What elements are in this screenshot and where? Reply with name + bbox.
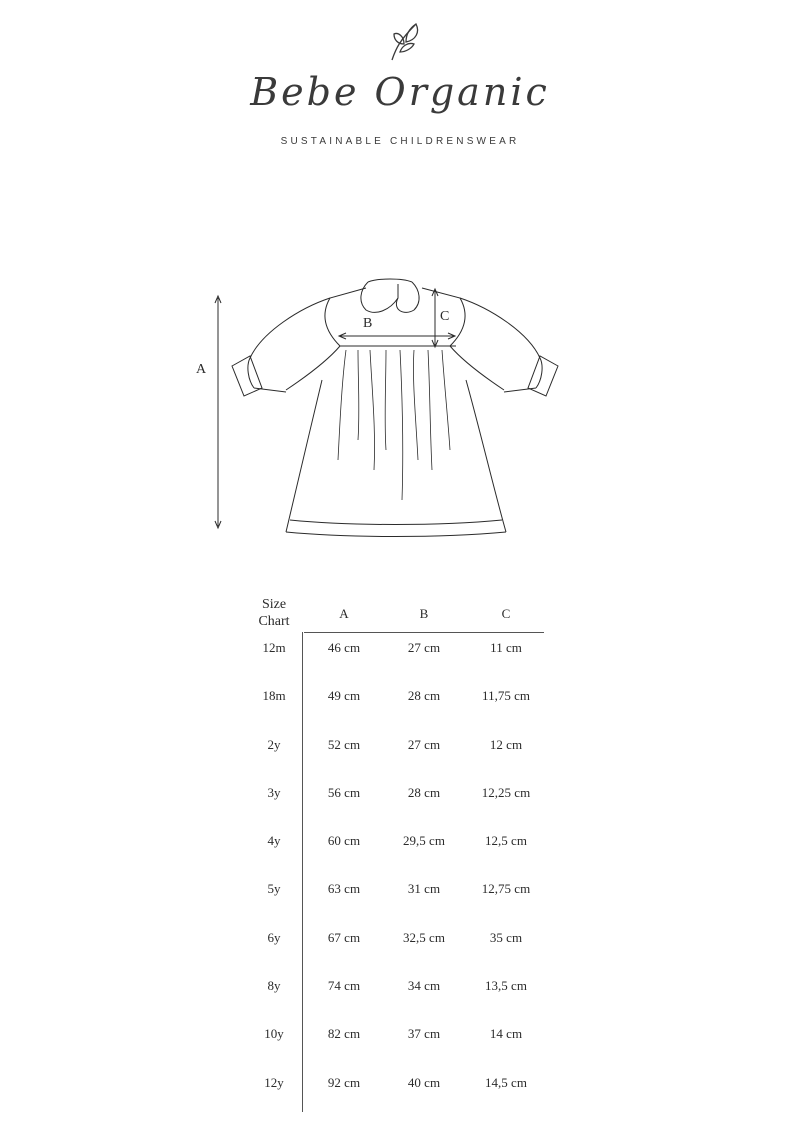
c-cell: 12,25 cm	[481, 784, 531, 800]
size-cell: 12m	[262, 640, 286, 655]
dress-diagram	[190, 270, 590, 550]
measure-c-arrow	[432, 289, 438, 347]
b-cell: 27 cm	[407, 736, 441, 752]
c-cell: 11,75 cm	[482, 688, 530, 704]
a-cell: 60 cm	[327, 833, 361, 849]
brand-name: Bebe Organic	[250, 70, 550, 114]
c-cell: 11 cm	[490, 640, 522, 655]
c-cell: 14 cm	[489, 1026, 523, 1042]
c-cell: 12,5 cm	[485, 833, 527, 849]
collar	[361, 279, 419, 312]
a-cell: 63 cm	[327, 881, 361, 897]
a-cell: 56 cm	[327, 784, 361, 800]
table-row	[238, 978, 548, 1026]
hem	[286, 532, 506, 537]
size-cell: 2y	[267, 736, 281, 752]
skirt-right	[466, 380, 506, 532]
table-row	[238, 930, 548, 978]
c-cell: 14,5 cm	[485, 1074, 527, 1090]
column-header-c: C	[501, 606, 511, 621]
column-header-a: A	[339, 606, 349, 621]
table-row	[238, 785, 548, 833]
size-cell: 8y	[267, 978, 281, 994]
b-cell: 27 cm	[407, 640, 441, 655]
b-cell: 34 cm	[407, 978, 441, 994]
size-cell: 4y	[267, 833, 281, 849]
a-cell: 46 cm	[327, 640, 361, 655]
size-cell: 5y	[267, 881, 281, 897]
measure-c-label: C	[440, 309, 450, 324]
c-cell: 12,75 cm	[481, 881, 531, 897]
size-chart-title: Size Chart	[258, 597, 290, 629]
table-row	[238, 833, 548, 881]
left-cuff	[232, 356, 262, 396]
right-sleeve	[460, 298, 542, 388]
measure-b-label: B	[363, 316, 373, 331]
left-shoulder	[325, 288, 366, 346]
header-divider	[304, 632, 544, 633]
a-cell: 49 cm	[327, 688, 361, 704]
table-row	[238, 688, 548, 736]
b-cell: 29,5 cm	[403, 833, 445, 849]
column-header-b: B	[419, 606, 429, 621]
brand-tagline: SUSTAINABLE CHILDRENSWEAR	[280, 136, 520, 147]
table-row	[238, 1026, 548, 1074]
leaf-sprig-icon	[386, 18, 426, 64]
table-row	[238, 737, 548, 785]
size-chart-rows	[238, 640, 548, 1123]
measure-a-label: A	[196, 362, 207, 377]
size-cell: 3y	[267, 784, 281, 800]
measure-a-arrow	[215, 296, 221, 528]
size-cell: 6y	[267, 929, 281, 945]
size-cell: 10y	[264, 1026, 284, 1042]
size-chart-header	[238, 594, 548, 634]
gathers	[338, 350, 450, 500]
a-cell: 74 cm	[327, 978, 361, 994]
size-cell: 12y	[264, 1074, 284, 1090]
a-cell: 82 cm	[327, 1026, 361, 1042]
b-cell: 40 cm	[407, 1074, 441, 1090]
a-cell: 52 cm	[327, 736, 361, 752]
right-cuff	[528, 356, 558, 396]
c-cell: 35 cm	[489, 929, 523, 945]
c-cell: 13,5 cm	[485, 978, 527, 994]
b-cell: 28 cm	[407, 688, 441, 704]
measure-b-arrow	[339, 333, 455, 339]
b-cell: 37 cm	[407, 1026, 441, 1042]
table-row	[238, 640, 548, 688]
size-chart-table	[238, 594, 548, 1090]
table-row	[238, 1075, 548, 1123]
table-row	[238, 881, 548, 929]
a-cell: 92 cm	[327, 1074, 361, 1090]
b-cell: 28 cm	[407, 784, 441, 800]
skirt-left	[286, 380, 322, 532]
size-cell: 18m	[262, 688, 286, 704]
left-sleeve	[248, 298, 330, 388]
a-cell: 67 cm	[327, 929, 361, 945]
b-cell: 32,5 cm	[403, 929, 445, 945]
c-cell: 12 cm	[489, 736, 523, 752]
b-cell: 31 cm	[407, 881, 441, 897]
